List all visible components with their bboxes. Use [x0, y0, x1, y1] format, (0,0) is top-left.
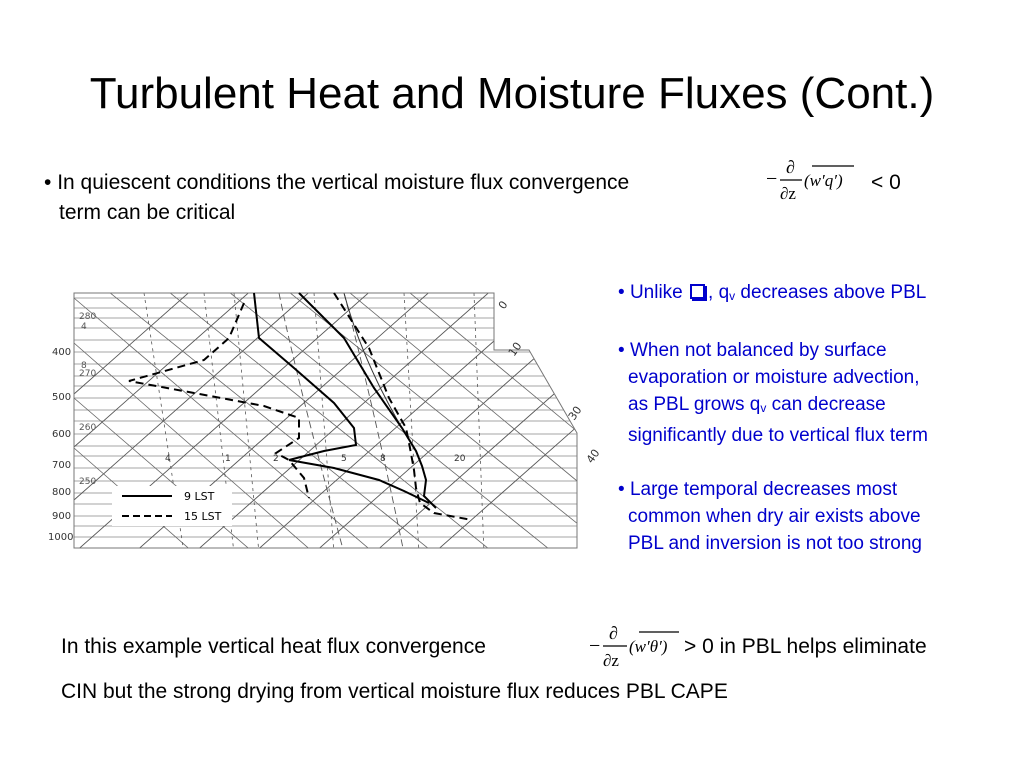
mr-label-5: 5 — [341, 454, 347, 464]
p-label-1000: 1000 — [48, 532, 74, 543]
p-label-600: 600 — [52, 429, 72, 440]
pressure-axis-labels — [48, 347, 73, 543]
moisture-flux-less-than-zero: < 0 — [871, 171, 901, 194]
bullet-dot: • — [44, 171, 52, 194]
right-bullet-2-line3 — [618, 391, 1018, 422]
right-bullet-1 — [618, 279, 1018, 310]
small-label-4: 4 — [81, 322, 87, 332]
skew-t-diagram — [44, 288, 604, 553]
right-bullet-3 — [618, 476, 1018, 557]
legend-label-9lst: 9 LST — [184, 490, 215, 503]
eq-body: (w′q′) — [804, 171, 843, 190]
right-bullet-1-text-b: , q — [708, 282, 730, 303]
bottom-text-line1b: > 0 in PBL helps eliminate — [684, 635, 927, 658]
bullet-moisture-line2: term can be critical — [59, 201, 236, 224]
right-bullet-3-line2: common when dry air exists above — [628, 506, 921, 527]
p-label-800: 800 — [52, 487, 72, 498]
right-bullet-3-line1: Large temporal decreases most — [629, 479, 898, 500]
bullet-moisture-flux — [44, 168, 629, 228]
eq-partial: ∂ — [609, 623, 618, 643]
right-bullet-2-line1: When not balanced by surface — [629, 340, 887, 361]
legend-label-15lst: 15 LST — [184, 510, 222, 523]
eq-minus: − — [589, 635, 601, 657]
eq-partial: ∂ — [786, 157, 795, 177]
checkbox-glyph-icon — [690, 284, 705, 299]
t-label-10: 10 — [505, 339, 525, 359]
bullet-moisture-line1: In quiescent conditions the vertical moisture flux convergence — [57, 171, 630, 194]
chart-legend — [112, 486, 232, 526]
eq-dz: ∂z — [780, 184, 796, 203]
bottom-text-line2: CIN but the strong drying from vertical moisture flux reduces PBL CAPE — [61, 680, 728, 703]
right-bullet-2 — [618, 337, 1018, 449]
eq-minus: − — [766, 168, 778, 190]
right-bullet-2-line2: evaporation or moisture advection, — [628, 367, 920, 388]
theta-270: 270 — [79, 369, 97, 379]
right-bullet-2-line3a: as PBL grows q — [628, 394, 761, 415]
mr-label-2: 2 — [273, 454, 279, 464]
p-label-700: 700 — [52, 460, 72, 471]
right-bullet-1-text-c: decreases above PBL — [735, 282, 927, 303]
temperature-labels — [496, 299, 603, 466]
theta-250: 250 — [79, 477, 97, 487]
mr-label-4: 4 — [165, 454, 171, 464]
p-label-900: 900 — [52, 511, 72, 522]
bullet-dot: • — [618, 340, 625, 361]
t-label-30: 30 — [565, 403, 585, 423]
theta-260: 260 — [79, 423, 97, 433]
bullet-dot: • — [618, 282, 625, 303]
mr-label-8: 8 — [380, 454, 386, 464]
eq-dz: ∂z — [603, 651, 619, 670]
right-bullet-2-line3b: can decrease — [766, 394, 886, 415]
right-bullet-3-line3: PBL and inversion is not too strong — [628, 533, 922, 554]
right-bullet-1-sub: v — [729, 289, 736, 303]
theta-labels — [79, 312, 96, 487]
eq-body: (w′θ′) — [629, 637, 668, 656]
slide-title: Turbulent Heat and Moisture Fluxes (Cont.) — [89, 69, 935, 118]
p-label-500: 500 — [52, 392, 72, 403]
mr-label-20: 20 — [454, 454, 466, 464]
t-label-0: 0 — [495, 298, 511, 312]
theta-280: 280 — [79, 312, 97, 322]
p-label-400: 400 — [52, 347, 72, 358]
small-label-8: 8 — [81, 361, 87, 371]
moisture-flux-equation — [762, 155, 872, 205]
right-bullet-2-line4: significantly due to vertical flux term — [628, 425, 928, 446]
right-bullet-2-sub: v — [760, 401, 767, 415]
right-bullet-1-text-a: Unlike — [629, 282, 683, 303]
mr-label-1: 1 — [225, 454, 231, 464]
t-label-40: 40 — [583, 446, 603, 466]
bottom-text-line1a: In this example vertical heat flux convergence — [61, 635, 486, 658]
bullet-dot: • — [618, 479, 625, 500]
right-bullets — [618, 279, 1018, 584]
